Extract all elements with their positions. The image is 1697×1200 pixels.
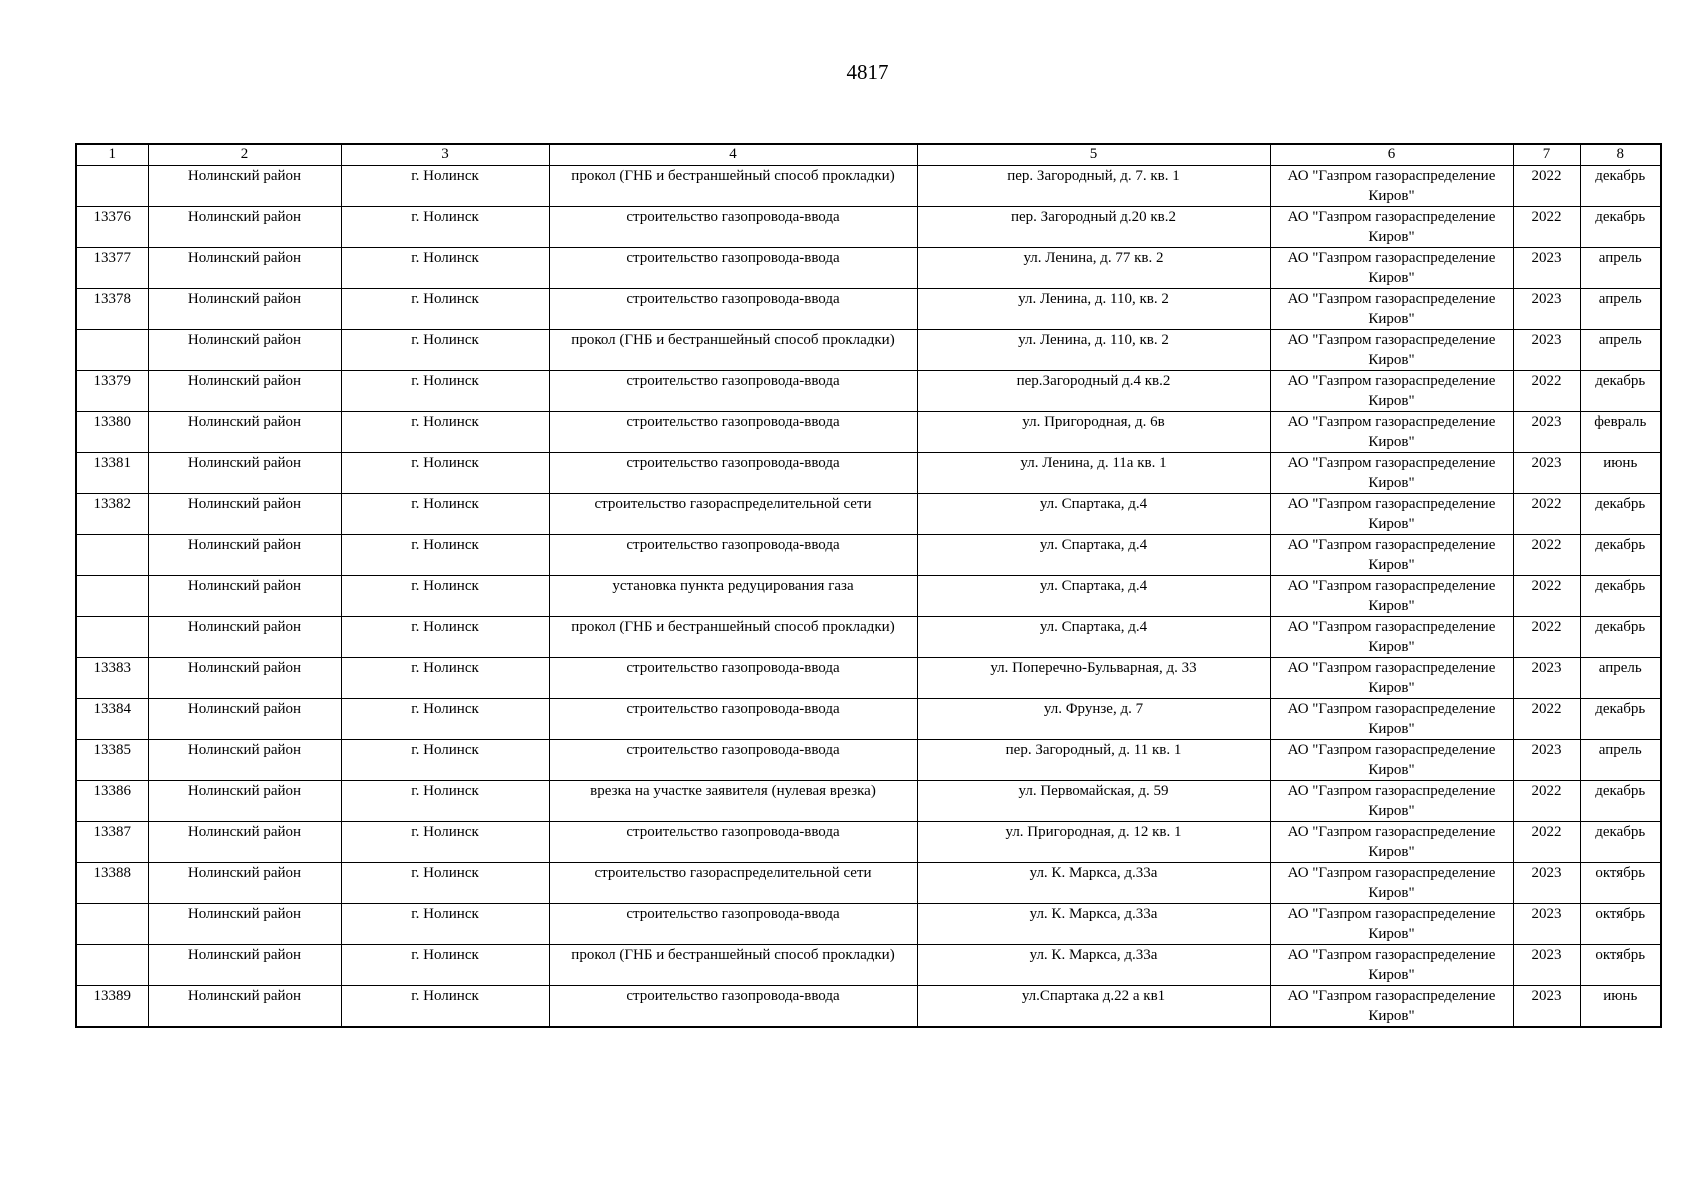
cell-col-organization: АО "Газпром газораспределение Киров" (1270, 289, 1513, 330)
cell-col-number (76, 617, 148, 658)
cell-col-year: 2022 (1513, 617, 1580, 658)
header-col-settlement: 3 (341, 144, 549, 166)
cell-col-district: Нолинский район (148, 166, 341, 207)
cell-col-year: 2023 (1513, 658, 1580, 699)
page-number: 4817 (846, 60, 889, 84)
cell-col-settlement: г. Нолинск (341, 904, 549, 945)
cell-col-settlement: г. Нолинск (341, 207, 549, 248)
cell-col-organization: АО "Газпром газораспределение Киров" (1270, 330, 1513, 371)
cell-col-address: ул. Фрунзе, д. 7 (917, 699, 1270, 740)
cell-col-number: 13381 (76, 453, 148, 494)
cell-col-organization: АО "Газпром газораспределение Киров" (1270, 412, 1513, 453)
cell-col-number: 13376 (76, 207, 148, 248)
header-col-work-type: 4 (549, 144, 917, 166)
cell-col-work-type: строительство газопровода-ввода (549, 904, 917, 945)
cell-col-month: апрель (1580, 248, 1661, 289)
table-row (76, 904, 1661, 945)
cell-col-work-type: строительство газопровода-ввода (549, 371, 917, 412)
cell-col-number: 13385 (76, 740, 148, 781)
cell-col-work-type: строительство газопровода-ввода (549, 740, 917, 781)
header-col-district: 2 (148, 144, 341, 166)
cell-col-address: ул. К. Маркса, д.33а (917, 863, 1270, 904)
cell-col-district: Нолинский район (148, 494, 341, 535)
cell-col-district: Нолинский район (148, 904, 341, 945)
cell-col-address: ул. Пригородная, д. 6в (917, 412, 1270, 453)
cell-col-month: декабрь (1580, 699, 1661, 740)
cell-col-number (76, 535, 148, 576)
cell-col-organization: АО "Газпром газораспределение Киров" (1270, 453, 1513, 494)
cell-col-work-type: строительство газопровода-ввода (549, 658, 917, 699)
cell-col-district: Нолинский район (148, 945, 341, 986)
cell-col-month: апрель (1580, 289, 1661, 330)
cell-col-district: Нолинский район (148, 330, 341, 371)
table-row (76, 166, 1661, 207)
cell-col-year: 2023 (1513, 945, 1580, 986)
cell-col-organization: АО "Газпром газораспределение Киров" (1270, 576, 1513, 617)
table-row (76, 658, 1661, 699)
cell-col-work-type: строительство газопровода-ввода (549, 248, 917, 289)
cell-col-work-type: строительство газораспределительной сети (549, 863, 917, 904)
cell-col-number: 13384 (76, 699, 148, 740)
cell-col-number: 13379 (76, 371, 148, 412)
header-row (76, 144, 1661, 166)
cell-col-district: Нолинский район (148, 822, 341, 863)
cell-col-district: Нолинский район (148, 535, 341, 576)
table-row (76, 863, 1661, 904)
cell-col-district: Нолинский район (148, 207, 341, 248)
cell-col-district: Нолинский район (148, 576, 341, 617)
cell-col-settlement: г. Нолинск (341, 699, 549, 740)
cell-col-settlement: г. Нолинск (341, 371, 549, 412)
cell-col-organization: АО "Газпром газораспределение Киров" (1270, 248, 1513, 289)
cell-col-organization: АО "Газпром газораспределение Киров" (1270, 494, 1513, 535)
cell-col-organization: АО "Газпром газораспределение Киров" (1270, 207, 1513, 248)
header-col-number: 1 (76, 144, 148, 166)
cell-col-year: 2023 (1513, 863, 1580, 904)
table-row (76, 371, 1661, 412)
cell-col-address: ул. Ленина, д. 77 кв. 2 (917, 248, 1270, 289)
cell-col-address: пер. Загородный д.20 кв.2 (917, 207, 1270, 248)
cell-col-work-type: прокол (ГНБ и бестраншейный способ прокладки) (549, 945, 917, 986)
cell-col-number: 13377 (76, 248, 148, 289)
cell-col-year: 2023 (1513, 412, 1580, 453)
cell-col-year: 2022 (1513, 576, 1580, 617)
cell-col-work-type: строительство газопровода-ввода (549, 822, 917, 863)
table-body (76, 166, 1661, 1028)
header-col-organization: 6 (1270, 144, 1513, 166)
cell-col-month: апрель (1580, 658, 1661, 699)
cell-col-address: ул. Спартака, д.4 (917, 494, 1270, 535)
cell-col-work-type: строительство газопровода-ввода (549, 453, 917, 494)
cell-col-address: пер.Загородный д.4 кв.2 (917, 371, 1270, 412)
cell-col-work-type: строительство газопровода-ввода (549, 289, 917, 330)
cell-col-district: Нолинский район (148, 453, 341, 494)
cell-col-work-type: строительство газопровода-ввода (549, 412, 917, 453)
table-row (76, 535, 1661, 576)
cell-col-year: 2023 (1513, 904, 1580, 945)
cell-col-district: Нолинский район (148, 699, 341, 740)
cell-col-address: ул. К. Маркса, д.33а (917, 945, 1270, 986)
table-row (76, 781, 1661, 822)
cell-col-month: октябрь (1580, 904, 1661, 945)
cell-col-district: Нолинский район (148, 289, 341, 330)
cell-col-work-type: строительство газопровода-ввода (549, 986, 917, 1028)
cell-col-settlement: г. Нолинск (341, 412, 549, 453)
cell-col-address: пер. Загородный, д. 11 кв. 1 (917, 740, 1270, 781)
cell-col-number: 13382 (76, 494, 148, 535)
cell-col-organization: АО "Газпром газораспределение Киров" (1270, 658, 1513, 699)
cell-col-work-type: врезка на участке заявителя (нулевая врезка) (549, 781, 917, 822)
cell-col-settlement: г. Нолинск (341, 986, 549, 1028)
cell-col-number (76, 904, 148, 945)
table-row (76, 822, 1661, 863)
cell-col-settlement: г. Нолинск (341, 289, 549, 330)
cell-col-month: декабрь (1580, 781, 1661, 822)
cell-col-year: 2023 (1513, 289, 1580, 330)
cell-col-month: февраль (1580, 412, 1661, 453)
cell-col-month: декабрь (1580, 535, 1661, 576)
cell-col-work-type: строительство газопровода-ввода (549, 699, 917, 740)
cell-col-district: Нолинский район (148, 863, 341, 904)
cell-col-organization: АО "Газпром газораспределение Киров" (1270, 740, 1513, 781)
cell-col-month: декабрь (1580, 617, 1661, 658)
header-col-address: 5 (917, 144, 1270, 166)
table-row (76, 576, 1661, 617)
table-row (76, 330, 1661, 371)
cell-col-organization: АО "Газпром газораспределение Киров" (1270, 371, 1513, 412)
cell-col-year: 2022 (1513, 371, 1580, 412)
cell-col-settlement: г. Нолинск (341, 494, 549, 535)
cell-col-settlement: г. Нолинск (341, 740, 549, 781)
cell-col-year: 2022 (1513, 166, 1580, 207)
cell-col-month: апрель (1580, 330, 1661, 371)
cell-col-month: июнь (1580, 453, 1661, 494)
table-row (76, 986, 1661, 1028)
cell-col-number (76, 166, 148, 207)
table-row (76, 248, 1661, 289)
table-row (76, 945, 1661, 986)
cell-col-address: ул. К. Маркса, д.33а (917, 904, 1270, 945)
cell-col-month: июнь (1580, 986, 1661, 1028)
cell-col-settlement: г. Нолинск (341, 248, 549, 289)
cell-col-address: ул. Ленина, д. 110, кв. 2 (917, 289, 1270, 330)
cell-col-work-type: строительство газораспределительной сети (549, 494, 917, 535)
cell-col-organization: АО "Газпром газораспределение Киров" (1270, 945, 1513, 986)
cell-col-year: 2022 (1513, 535, 1580, 576)
table-row (76, 740, 1661, 781)
cell-col-district: Нолинский район (148, 658, 341, 699)
cell-col-district: Нолинский район (148, 781, 341, 822)
cell-col-month: октябрь (1580, 945, 1661, 986)
cell-col-month: декабрь (1580, 576, 1661, 617)
table-row (76, 289, 1661, 330)
header-col-month: 8 (1580, 144, 1661, 166)
cell-col-month: апрель (1580, 740, 1661, 781)
cell-col-year: 2022 (1513, 699, 1580, 740)
cell-col-month: декабрь (1580, 822, 1661, 863)
cell-col-settlement: г. Нолинск (341, 330, 549, 371)
cell-col-organization: АО "Газпром газораспределение Киров" (1270, 781, 1513, 822)
cell-col-address: ул. Первомайская, д. 59 (917, 781, 1270, 822)
cell-col-settlement: г. Нолинск (341, 453, 549, 494)
cell-col-work-type: прокол (ГНБ и бестраншейный способ прокладки) (549, 166, 917, 207)
cell-col-month: декабрь (1580, 166, 1661, 207)
header-col-year: 7 (1513, 144, 1580, 166)
cell-col-year: 2023 (1513, 330, 1580, 371)
register-table (75, 143, 1662, 1028)
cell-col-organization: АО "Газпром газораспределение Киров" (1270, 904, 1513, 945)
cell-col-work-type: установка пункта редуцирования газа (549, 576, 917, 617)
cell-col-number: 13380 (76, 412, 148, 453)
cell-col-address: ул. Спартака, д.4 (917, 576, 1270, 617)
cell-col-organization: АО "Газпром газораспределение Киров" (1270, 986, 1513, 1028)
cell-col-district: Нолинский район (148, 986, 341, 1028)
cell-col-year: 2023 (1513, 740, 1580, 781)
table-row (76, 617, 1661, 658)
cell-col-address: ул. Поперечно-Бульварная, д. 33 (917, 658, 1270, 699)
cell-col-district: Нолинский район (148, 617, 341, 658)
cell-col-number: 13389 (76, 986, 148, 1028)
cell-col-work-type: строительство газопровода-ввода (549, 207, 917, 248)
cell-col-work-type: прокол (ГНБ и бестраншейный способ прокладки) (549, 617, 917, 658)
cell-col-settlement: г. Нолинск (341, 166, 549, 207)
cell-col-number: 13388 (76, 863, 148, 904)
cell-col-organization: АО "Газпром газораспределение Киров" (1270, 617, 1513, 658)
cell-col-work-type: прокол (ГНБ и бестраншейный способ прокладки) (549, 330, 917, 371)
table-row (76, 453, 1661, 494)
cell-col-settlement: г. Нолинск (341, 617, 549, 658)
cell-col-month: октябрь (1580, 863, 1661, 904)
cell-col-district: Нолинский район (148, 740, 341, 781)
cell-col-address: ул. Спартака, д.4 (917, 535, 1270, 576)
cell-col-address: ул. Ленина, д. 11а кв. 1 (917, 453, 1270, 494)
cell-col-number: 13383 (76, 658, 148, 699)
cell-col-settlement: г. Нолинск (341, 945, 549, 986)
cell-col-address: ул. Пригородная, д. 12 кв. 1 (917, 822, 1270, 863)
cell-col-number: 13378 (76, 289, 148, 330)
cell-col-organization: АО "Газпром газораспределение Киров" (1270, 535, 1513, 576)
cell-col-settlement: г. Нолинск (341, 658, 549, 699)
table-row (76, 494, 1661, 535)
cell-col-address: ул. Спартака, д.4 (917, 617, 1270, 658)
cell-col-settlement: г. Нолинск (341, 863, 549, 904)
cell-col-settlement: г. Нолинск (341, 576, 549, 617)
cell-col-address: ул. Ленина, д. 110, кв. 2 (917, 330, 1270, 371)
cell-col-year: 2022 (1513, 781, 1580, 822)
cell-col-settlement: г. Нолинск (341, 535, 549, 576)
cell-col-organization: АО "Газпром газораспределение Киров" (1270, 822, 1513, 863)
cell-col-organization: АО "Газпром газораспределение Киров" (1270, 863, 1513, 904)
cell-col-address: пер. Загородный, д. 7. кв. 1 (917, 166, 1270, 207)
cell-col-number: 13387 (76, 822, 148, 863)
table-row (76, 207, 1661, 248)
cell-col-number: 13386 (76, 781, 148, 822)
cell-col-settlement: г. Нолинск (341, 781, 549, 822)
cell-col-district: Нолинский район (148, 248, 341, 289)
cell-col-district: Нолинский район (148, 371, 341, 412)
cell-col-organization: АО "Газпром газораспределение Киров" (1270, 166, 1513, 207)
cell-col-number (76, 330, 148, 371)
cell-col-year: 2022 (1513, 207, 1580, 248)
table-row (76, 412, 1661, 453)
cell-col-month: декабрь (1580, 494, 1661, 535)
cell-col-year: 2023 (1513, 986, 1580, 1028)
cell-col-number (76, 576, 148, 617)
cell-col-year: 2023 (1513, 453, 1580, 494)
table-row (76, 699, 1661, 740)
cell-col-district: Нолинский район (148, 412, 341, 453)
cell-col-address: ул.Спартака д.22 а кв1 (917, 986, 1270, 1028)
cell-col-number (76, 945, 148, 986)
cell-col-work-type: строительство газопровода-ввода (549, 535, 917, 576)
cell-col-organization: АО "Газпром газораспределение Киров" (1270, 699, 1513, 740)
cell-col-month: декабрь (1580, 371, 1661, 412)
cell-col-year: 2023 (1513, 248, 1580, 289)
cell-col-settlement: г. Нолинск (341, 822, 549, 863)
cell-col-year: 2022 (1513, 494, 1580, 535)
cell-col-month: декабрь (1580, 207, 1661, 248)
cell-col-year: 2022 (1513, 822, 1580, 863)
